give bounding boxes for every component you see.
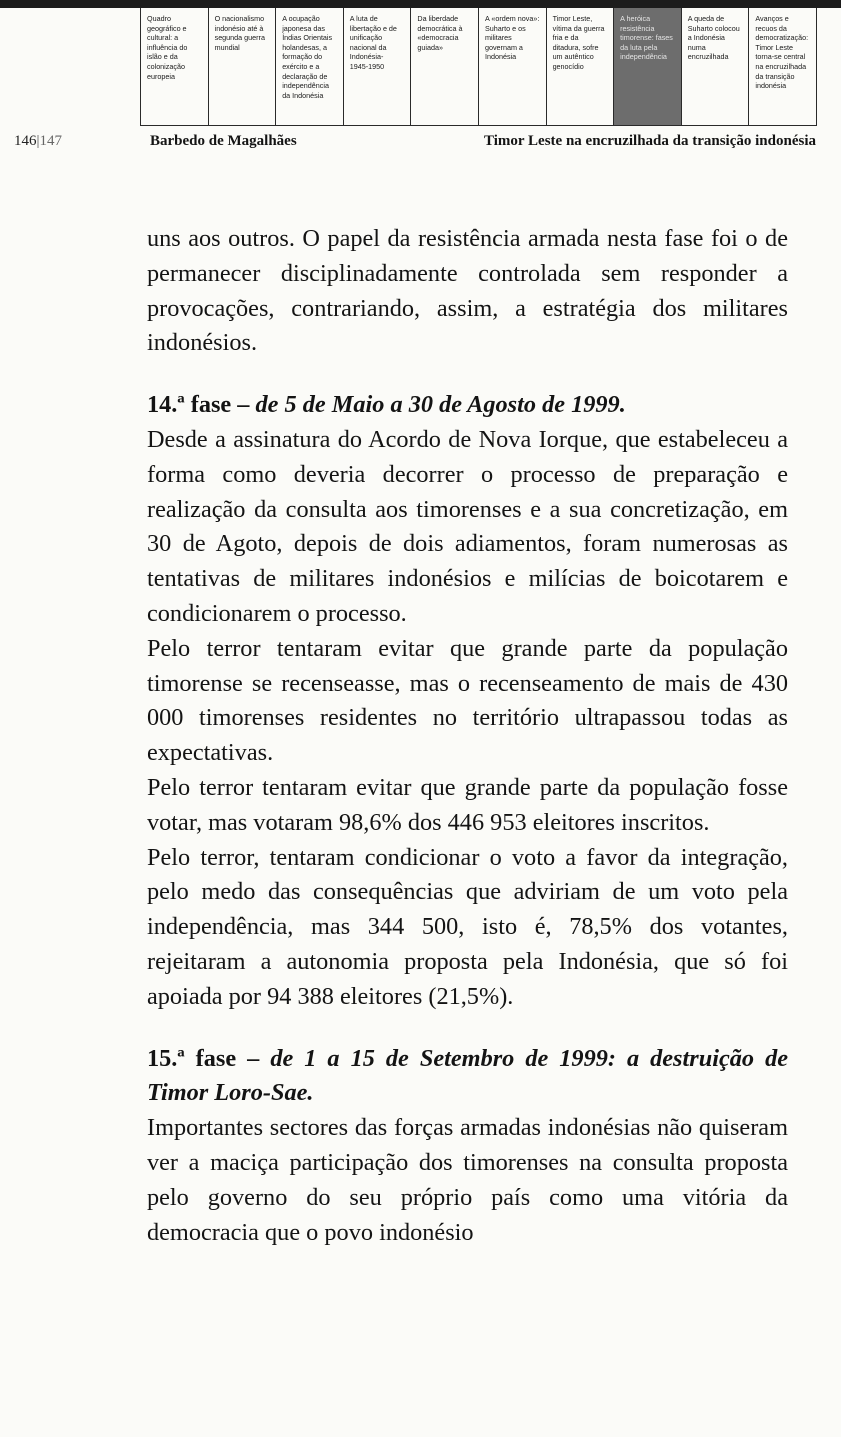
paragraph-14-3: Pelo terror tentaram evitar que grande parte da população fosse votar, mas votaram 98,6% dos 446 953 eleitores inscritos.: [147, 773, 788, 836]
chapter-cell: Da liberdade democrática à «democracia guiada»: [411, 8, 479, 125]
chapter-cell: A ocupação japonesa das Índias Orientais holandesas, a formação do exército e a declaração de independência da Indonésia: [276, 8, 344, 125]
running-header-title: Timor Leste na encruzilhada da transição indonésia: [484, 133, 816, 149]
page-number-separator: |: [36, 133, 40, 149]
phase-14-label: 14.ª fase: [147, 391, 232, 419]
chapter-cell: A luta de libertação e de unificação nacional da Indonésia- 1945-1950: [344, 8, 412, 125]
running-header-author: Barbedo de Magalhães: [150, 133, 297, 149]
paragraph-15-1: Importantes sectores das forças armadas indonésias não quiseram ver a maciça participação dos timorenses na consulta proposta pelo governo do seu próprio país como uma vitória da democracia que o povo indonésio: [147, 1114, 788, 1246]
page-number: [14, 133, 62, 150]
chapter-cell: Timor Leste, vítima da guerra fria e da ditadura, sofre um autêntico genocídio: [547, 8, 615, 125]
paragraph-14-4: Pelo terror, tentaram condicionar o voto a favor da integração, pelo medo das consequências que adviriam de um voto pela independência, mas 344 500, isto é, 78,5% dos votantes, rejeitaram a autonomia proposta pela Indonésia, que só foi apoiada por 94 388 eleitores (21,5%).: [147, 843, 788, 1010]
chapter-cell: A «ordem nova»: Suharto e os militares governam a Indonésia: [479, 8, 547, 125]
paragraph-14-2: Pelo terror tentaram evitar que grande parte da população timorense se recenseasse, mas o recenseamento de mais de 430 000 timorenses residentes no território ultrapassou todas as expectativas.: [147, 634, 788, 767]
phase-14-dates: de 5 de Maio a 30 de Agosto de 1999.: [255, 391, 626, 419]
phase-14-dash: –: [231, 391, 256, 419]
chapter-cell: A heróica resistência timorense: fases da luta pela independência: [614, 8, 682, 125]
body-text: [147, 222, 788, 1250]
phase-15-heading: [147, 1042, 788, 1112]
top-rule: [0, 0, 841, 8]
chapter-cell: O nacionalismo indonésio até à segunda guerra mundial: [209, 8, 277, 125]
phase-15-dash: –: [236, 1044, 271, 1072]
chapter-cell: Quadro geográfico e cultural: a influência do islão e da colonização europeia: [141, 8, 209, 125]
paragraph-intro: uns aos outros. O papel da resistência armada nesta fase foi o de permanecer disciplinadamente controlada sem responder a provocações, contrariando, assim, a estratégia dos militares indonésios.: [147, 225, 788, 357]
page-number-current: 146: [14, 133, 37, 149]
phase-15-label: 15.ª fase: [147, 1044, 237, 1072]
chapter-cell: A queda de Suharto colocou a Indonésia numa encruzilhada: [682, 8, 750, 125]
chapter-cell: Avanços e recuos da democratização: Timor Leste torna-se central na encruzilhada da transição indonésia: [755, 14, 809, 91]
chapter-index-table: [140, 8, 817, 126]
phase-15-dates: de 1 a 15 de Setembro de 1999: a destruição de Timor Loro-Sae.: [147, 1044, 788, 1107]
page-number-other: 147: [39, 133, 63, 149]
paragraph-14-1: Desde a assinatura do Acordo de Nova Iorque, que estabeleceu a forma como deveria decorrer o processo de preparação e realização da consulta aos timorenses e a sua concretização, em 30 de Agoto, depois de dois adiamentos, foram numerosas as tentativas de militares indonésios e milícias de boicotarem e condicionarem o processo.: [147, 425, 788, 627]
phase-14-heading: [147, 388, 788, 423]
